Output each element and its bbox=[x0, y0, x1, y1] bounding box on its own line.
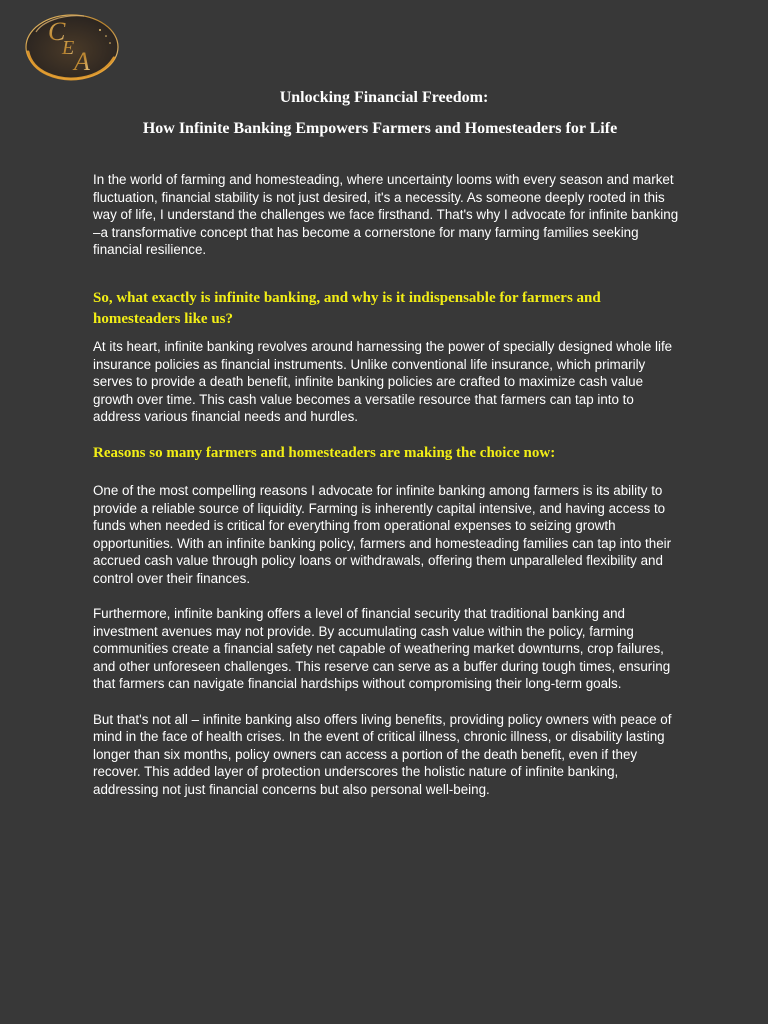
reason-liquidity-paragraph: One of the most compelling reasons I advocate for infinite banking among farmers is its ability to provide a reliable source of liquidity. Farming is inherently capital intensive, and having access to funds when needed is critical for everything from operational expenses to seizing growth opportunities. With an infinite banking policy, farmers and homesteading families can tap into their accrued cash value through policy loans or withdrawals, offering them unparalleled flexibility and control over their finances. bbox=[93, 482, 672, 586]
article-body bbox=[93, 171, 683, 799]
section-heading-what-is: So, what exactly is infinite banking, and why is it indispensable for farmers and homesteaders like us? bbox=[93, 289, 601, 327]
intro-paragraph: In the world of farming and homesteading, where uncertainty looms with every season and market fluctuation, financial stability is not just desired, it's a necessity. As someone deeply rooted in this way of life, I understand the challenges we face firsthand. That's why I advocate for infinite banking –a transformative concept that has become a cornerstone for many farming families seeking financial resilience. bbox=[93, 172, 679, 258]
page-title: Unlocking Financial Freedom: bbox=[279, 89, 489, 106]
page-subtitle: How Infinite Banking Empowers Farmers and Homesteaders for Life bbox=[142, 120, 618, 137]
svg-text:E: E bbox=[62, 37, 75, 59]
reason-security-paragraph: Furthermore, infinite banking offers a level of financial security that traditional banking and investment avenues may not provide. By accumulating cash value within the policy, farming communities create a financial safety net capable of weathering market downturns, crop failures, and other unforeseen challenges. This reserve can serve as a buffer during tough times, ensuring that farmers can navigate financial hardships without compromising their long-term goals. bbox=[93, 606, 671, 692]
reason-living-benefits-paragraph: But that's not all – infinite banking also offers living benefits, providing policy owners with peace of mind in the face of health crises. In the event of critical illness, chronic illness, or disability lasting longer than six months, policy owners can access a portion of the death benefit, even if they recover. This added layer of protection underscores the holistic nature of infinite banking, addressing not just financial concerns but also personal well-being. bbox=[93, 711, 672, 798]
section-heading-reasons: Reasons so many farmers and homesteaders are making the choice now: bbox=[93, 444, 556, 461]
definition-paragraph: At its heart, infinite banking revolves around harnessing the power of specially designed whole life insurance policies as financial instruments. Unlike conventional life insurance, which primarily serves to provide a death benefit, infinite banking policies are crafted to maximize cash value growth over time. This cash value becomes a versatile resource that farmers can tap into to address various financial needs and hurdles. bbox=[93, 338, 673, 425]
svg-text:A: A bbox=[74, 47, 90, 76]
svg-text:C: C bbox=[48, 17, 66, 46]
cea-monogram-logo bbox=[22, 8, 122, 84]
